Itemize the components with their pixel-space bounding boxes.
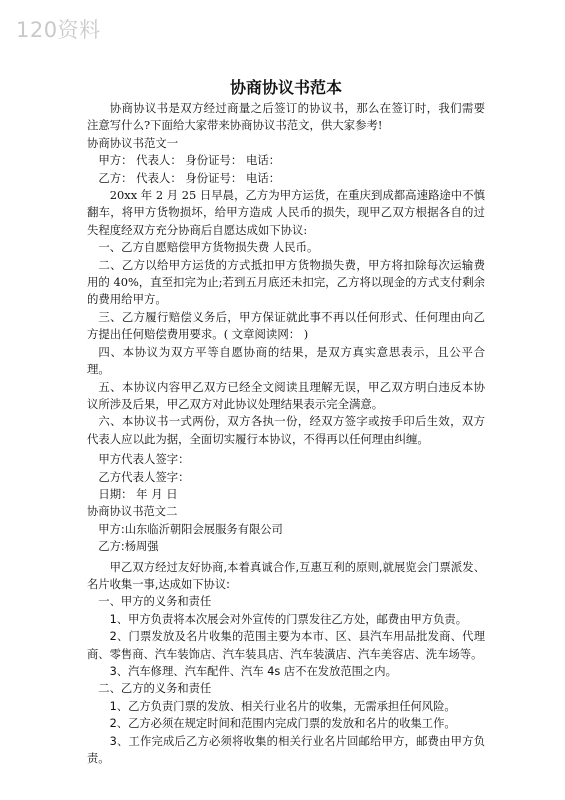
party-a-duties-heading: 一、甲方的义务和责任	[98, 595, 212, 609]
clause-5: 五、本协议内容甲乙双方已经全文阅读且理解无误，甲乙双方明白违反本协议所涉及后果，甲乙双方对此协议处理结果表示完全满意。	[87, 379, 485, 411]
party-b-duties-heading: 二、乙方的义务和责任	[98, 682, 212, 696]
document-page	[87, 78, 485, 767]
section-2-party-b: 乙方:杨周强	[98, 540, 159, 554]
clause-6: 六、本协议书一式两份，双方各执一份，经双方签字或按手印后生效，双方代表人应以此为据，全面切实履行本协议，不得再以任何理由纠缠。	[87, 414, 485, 446]
party-b-duty-1: 1、乙方负责门票的发放、相关行业名片的收集，无需承担任何风险。	[109, 699, 456, 713]
document-title: 协商协议书范本	[229, 78, 342, 97]
party-b-duty-3: 3、工作完成后乙方必须将收集的相关行业名片回邮给甲方，邮费由甲方负责。	[87, 734, 485, 766]
signature-party-b: 乙方代表人签字：	[98, 469, 190, 484]
party-a-duty-1: 1、甲方负责将本次展会对外宣传的门票发往乙方处，邮费由甲方负责。	[109, 612, 467, 626]
clause-3: 三、乙方履行赔偿义务后，甲方保证就此事不再以任何形式、任何理由向乙方提出任何赔偿费用要求。( 文章阅读网： )	[87, 309, 485, 342]
section-2-party-a: 甲方:山东临沂朝阳会展服务有限公司	[98, 522, 283, 536]
party-a-line: 甲方： 代表人： 身份证号： 电话：	[98, 153, 281, 168]
watermark: 120资料	[16, 18, 101, 42]
party-b-duty-2: 2、乙方必须在规定时间和范围内完成门票的发放和名片的收集工作。	[109, 717, 456, 731]
section-2-preamble: 甲乙双方经过友好协商,本着真诚合作,互惠互利的原则,就展览会门票派发、名片收集一事,达成如下协议:	[87, 560, 485, 591]
party-a-duty-3: 3、汽车修理、汽车配件、汽车 4s 店不在发放范围之内。	[109, 665, 397, 678]
party-a-duty-2: 2、门票发放及名片收集的范围主要为本市、区、县汽车用品批发商、代理商、零售商、汽车装饰店、汽车装具店、汽车装潢店、汽车美容店、洗车场等。	[87, 630, 485, 661]
section-1-heading: 协商协议书范文一	[87, 135, 179, 150]
intro-paragraph: 协商协议书是双方经过商量之后签订的协议书，那么在签订时，我们需要注意写什么?下面给大家带来协商协议书范文，供大家参考!	[87, 101, 485, 133]
party-b-line: 乙方： 代表人： 身份证号： 电话：	[98, 170, 281, 185]
clause-4: 四、本协议为双方平等自愿协商的结果，是双方真实意思表示，且公平合理。	[87, 344, 485, 377]
date-line: 日期： 年 月 日	[98, 486, 178, 501]
clause-1: 一、乙方自愿赔偿甲方货物损失费 人民币。	[98, 240, 319, 255]
facts-paragraph: 20xx 年 2 月 25 日早晨，乙方为甲方运货，在重庆到成都高速路途中不慎翻车，将甲方货物损坏，给甲方造成 人民币的损失，现甲乙双方根据各自的过失程度经双方充分协商后自愿达成如下协议:	[87, 188, 485, 237]
section-2-heading: 协商协议书范文二	[87, 505, 178, 519]
clause-2: 二、乙方以给甲方运货的方式抵扣甲方货物损失费，甲方将扣除每次运输费用的 40%，直至扣完为止;若到五月底还未扣完，乙方将以现金的方式支付剩余的费用给甲方。	[87, 257, 485, 307]
signature-party-a: 甲方代表人签字：	[98, 452, 190, 467]
